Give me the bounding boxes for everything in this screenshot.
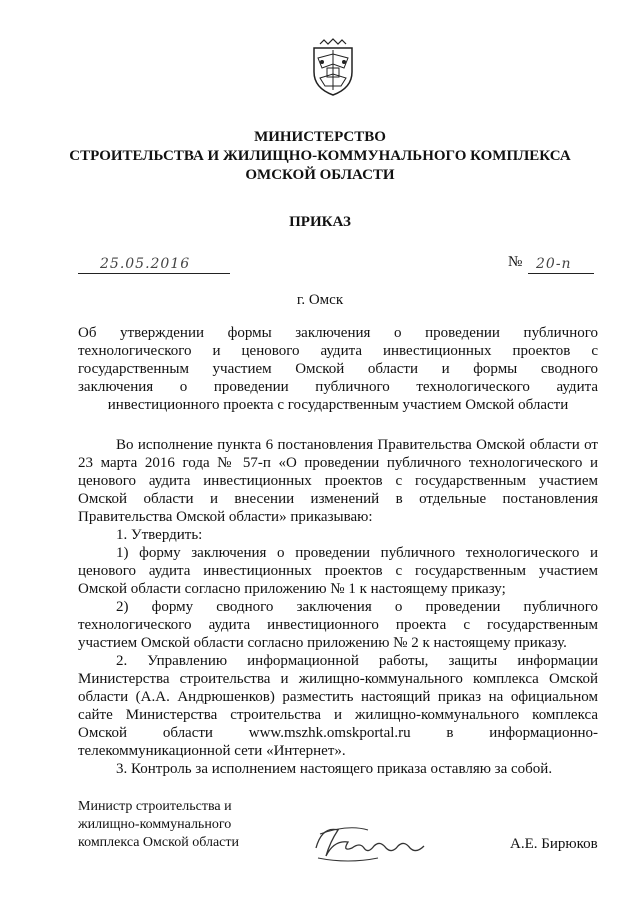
ministry-title-line: СТРОИТЕЛЬСТВА И ЖИЛИЩНО-КОММУНАЛЬНОГО КОМПЛЕКСА — [69, 148, 571, 164]
body-line: 2) форму сводного заключения о проведении публичного — [116, 599, 598, 615]
body-line: Омской области и внесении изменений в отдельные постановления — [78, 491, 598, 507]
body-line: телекоммуникационной сети «Интернет». — [78, 743, 346, 759]
ministry-title-line: МИНИСТЕРСТВО — [254, 129, 386, 145]
date-field — [78, 251, 230, 274]
body-line: 23 марта 2016 года № 57-п «О проведении публичного технологического и — [78, 455, 598, 471]
position-line: Министр строительства и — [78, 799, 232, 814]
body-line: области (А.А. Андрюшенков) разместить настоящий приказ на официальном — [78, 689, 598, 705]
body-line: 2. Управлению информационной работы, защиты информации — [116, 653, 598, 669]
city-line: г. Омск — [296, 292, 344, 308]
order-title: ПРИКАЗ — [289, 214, 351, 230]
handwritten-date: 25.05.2016 — [100, 256, 191, 272]
body-line: Министерства строительства и жилищно-коммунального комплекса Омской — [78, 671, 598, 687]
signatory-position — [78, 798, 239, 852]
number-field — [528, 251, 594, 274]
subject-line: технологического и ценового аудита инвестиционных проектов с — [78, 343, 598, 359]
position-line: жилищно-коммунального — [78, 817, 232, 832]
position-line: комплекса Омской области — [78, 835, 239, 850]
body-line: 1. Утвердить: — [116, 527, 203, 543]
body-line: технологического аудита инвестиционного проекта с государственным — [78, 617, 598, 633]
ministry-title-line: ОМСКОЙ ОБЛАСТИ — [245, 167, 395, 183]
subject-line: Об утверждении формы заключения о проведении публичного — [78, 325, 598, 341]
body-line: 3. Контроль за исполнением настоящего приказа оставляю за собой. — [116, 761, 553, 777]
body-line: ценового аудита инвестиционных проектов с государственным участием — [78, 563, 598, 579]
number-label: № — [508, 254, 523, 270]
body-line: сайте Министерства строительства и жилищно-коммунального комплекса — [78, 707, 598, 723]
subject-line: инвестиционного проекта с государственным участием Омской области — [107, 397, 569, 413]
body-line: ценового аудита инвестиционных проектов с государственным участием — [78, 473, 598, 489]
signer-name: А.Е. Бирюков — [510, 836, 598, 852]
subject-line: заключения о проведении публичного технологического аудита — [78, 379, 598, 395]
order-subject — [78, 324, 598, 414]
order-body — [78, 436, 598, 778]
body-line: Омской области согласно приложению № 1 к настоящему приказу; — [78, 581, 506, 597]
ministry-title — [40, 128, 600, 185]
body-line: участием Омской области согласно приложению № 2 к настоящему приказу. — [78, 635, 567, 651]
body-line: 1) форму заключения о проведении публичного технологического и — [116, 545, 598, 561]
body-line: Во исполнение пункта 6 постановления Правительства Омской области от — [116, 437, 598, 453]
handwritten-number: 20-п — [536, 256, 572, 272]
handwritten-signature-icon — [308, 812, 438, 872]
subject-line: государственным участием Омской области и формы сводного — [78, 361, 598, 377]
body-line: Омской области www.mszhk.omskportal.ru в информационно- — [78, 725, 598, 741]
body-line: Правительства Омской области» приказываю: — [78, 509, 373, 525]
coat-of-arms-icon — [308, 38, 358, 98]
